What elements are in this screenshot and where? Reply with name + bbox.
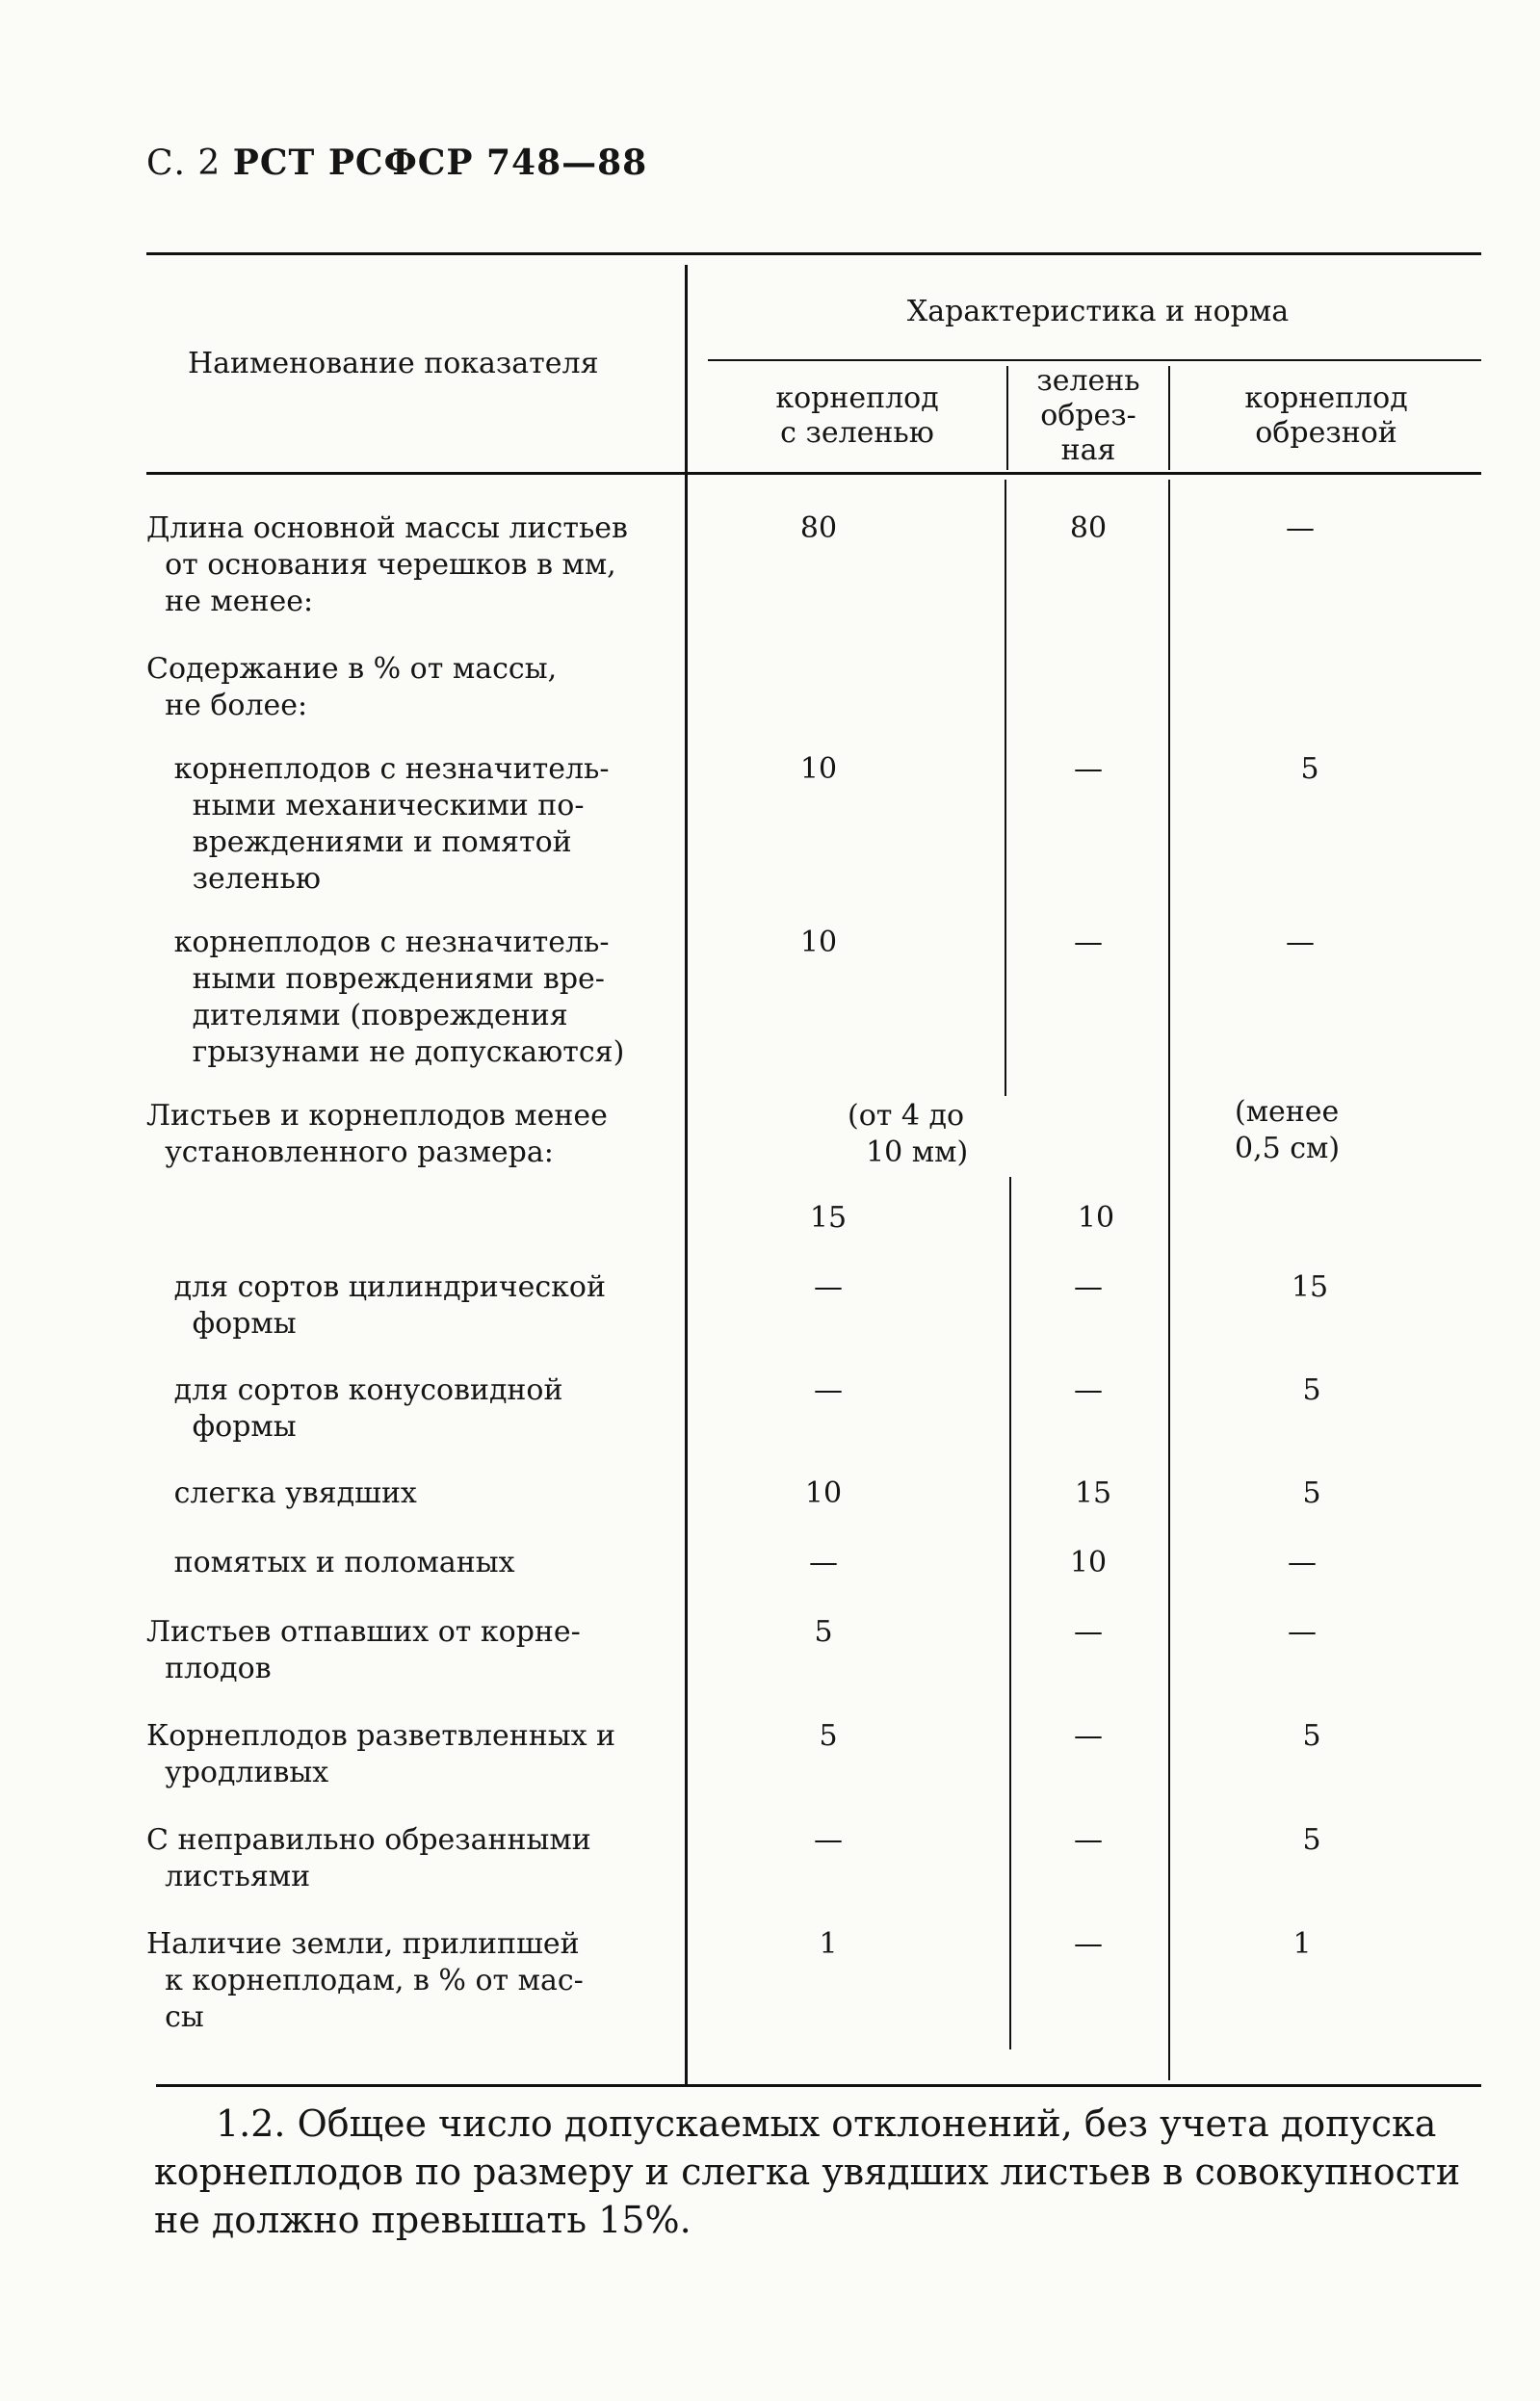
- row-value-col2: 10: [1077, 1201, 1115, 1235]
- row-value-col2: —: [1074, 1373, 1103, 1407]
- col-header-root-with-greens: корнеплод с зеленью: [775, 381, 939, 450]
- paragraph-line: не должно превышать 15%.: [154, 2199, 692, 2241]
- row-value-col1: (от 4 до 10 мм): [848, 1099, 969, 1169]
- row-value-col3: (менее 0,5 см): [1235, 1095, 1341, 1165]
- row-value-col2: —: [1074, 1615, 1103, 1649]
- row-value-col1: 1: [819, 1927, 838, 1961]
- row-value-col1: 10: [799, 752, 838, 786]
- column-divider-2: [1006, 366, 1008, 470]
- row-value-col2: 80: [1069, 511, 1108, 545]
- column-divider-2b: [1005, 480, 1006, 1096]
- column-divider-1: [685, 265, 688, 2085]
- row-value-col3: 5: [1302, 1476, 1321, 1510]
- header-bottom-rule: [146, 472, 1481, 475]
- table-bottom-rule: [156, 2084, 1481, 2087]
- row-label: Длина основной массы листьев от основания черешков в мм, не менее:: [146, 511, 628, 618]
- row-value-col3: 5: [1302, 1373, 1321, 1407]
- row-value-col2: 10: [1069, 1546, 1108, 1579]
- row-label: корнеплодов с незначитель- ными механическими по- вреждениями и помятой зеленью: [173, 752, 610, 896]
- row-label: слегка увядших: [146, 1476, 417, 1510]
- row-value-col3: 5: [1302, 1719, 1321, 1753]
- standard-designation: РСТ РСФСР 748—88: [232, 143, 648, 183]
- row-value-col1: —: [814, 1270, 843, 1304]
- row-value-col3: 5: [1300, 752, 1319, 786]
- col-header-cut-greens: зелень обрез- ная: [1036, 364, 1140, 467]
- row-value-col3: —: [1286, 926, 1315, 959]
- row-label: помятых и поломаных: [146, 1546, 515, 1579]
- table-top-rule: [146, 252, 1481, 255]
- paragraph-line: корнеплодов по размеру и слегка увядших листьев в совокупности: [154, 2151, 1461, 2193]
- row-label: для сортов конусовидной формы: [173, 1373, 563, 1444]
- row-value-col1: 5: [819, 1719, 838, 1753]
- row-value-col2: —: [1074, 1823, 1103, 1857]
- row-value-col2: —: [1074, 926, 1103, 959]
- row-value-col1: —: [814, 1823, 843, 1857]
- column-divider-3: [1168, 366, 1170, 470]
- row-label: корнеплодов с незначитель- ными повреждениями вре- дителями (повреждения грызунами не допускаются): [173, 926, 625, 1069]
- row-label: для сортов цилиндрической формы: [173, 1270, 606, 1341]
- row-value-col3: —: [1286, 511, 1315, 545]
- row-value-col3: 1: [1292, 1927, 1312, 1961]
- column-divider-3b: [1168, 480, 1170, 2080]
- row-label: Листьев отпавших от корне- плодов: [146, 1615, 581, 1685]
- row-value-col1: 80: [799, 511, 838, 545]
- column-divider-2c: [1009, 1177, 1011, 2049]
- col-header-indicator: Наименование показателя: [188, 347, 599, 380]
- row-value-col3: —: [1288, 1546, 1317, 1579]
- row-value-col1: 5: [814, 1615, 833, 1649]
- row-value-col2: —: [1074, 1270, 1103, 1304]
- group-header-rule: [708, 359, 1481, 361]
- paragraph-1-2: [154, 2100, 1493, 2244]
- row-label: Наличие земли, прилипшей к корнеплодам, в % от мас- сы: [146, 1927, 584, 2034]
- row-value-col1: 10: [804, 1476, 843, 1510]
- page-number: С. 2: [146, 144, 222, 183]
- row-value-col3: 5: [1302, 1823, 1321, 1857]
- row-value-col1: 15: [809, 1201, 848, 1235]
- row-value-col1: 10: [799, 926, 838, 959]
- row-label: Листьев и корнеплодов менее установленного размера:: [146, 1099, 608, 1169]
- paragraph-line: 1.2. Общее число допускаемых отклонений, без учета допуска: [216, 2102, 1437, 2145]
- row-label: С неправильно обрезанными листьями: [146, 1823, 591, 1893]
- row-value-col3: 15: [1291, 1270, 1329, 1304]
- col-header-group: Характеристика и норма: [906, 295, 1290, 328]
- row-label: Содержание в % от массы, не более:: [146, 652, 558, 722]
- row-value-col2: —: [1074, 1719, 1103, 1753]
- col-header-cut-root: корнеплод обрезной: [1244, 381, 1408, 450]
- row-value-col2: 15: [1074, 1476, 1112, 1510]
- row-value-col2: —: [1074, 1927, 1103, 1961]
- row-value-col2: —: [1074, 752, 1103, 786]
- row-value-col1: —: [814, 1373, 843, 1407]
- row-value-col1: —: [809, 1546, 838, 1579]
- row-value-col3: —: [1288, 1615, 1317, 1649]
- row-label: Корнеплодов разветвленных и уродливых: [146, 1719, 616, 1789]
- page-header: [146, 143, 647, 183]
